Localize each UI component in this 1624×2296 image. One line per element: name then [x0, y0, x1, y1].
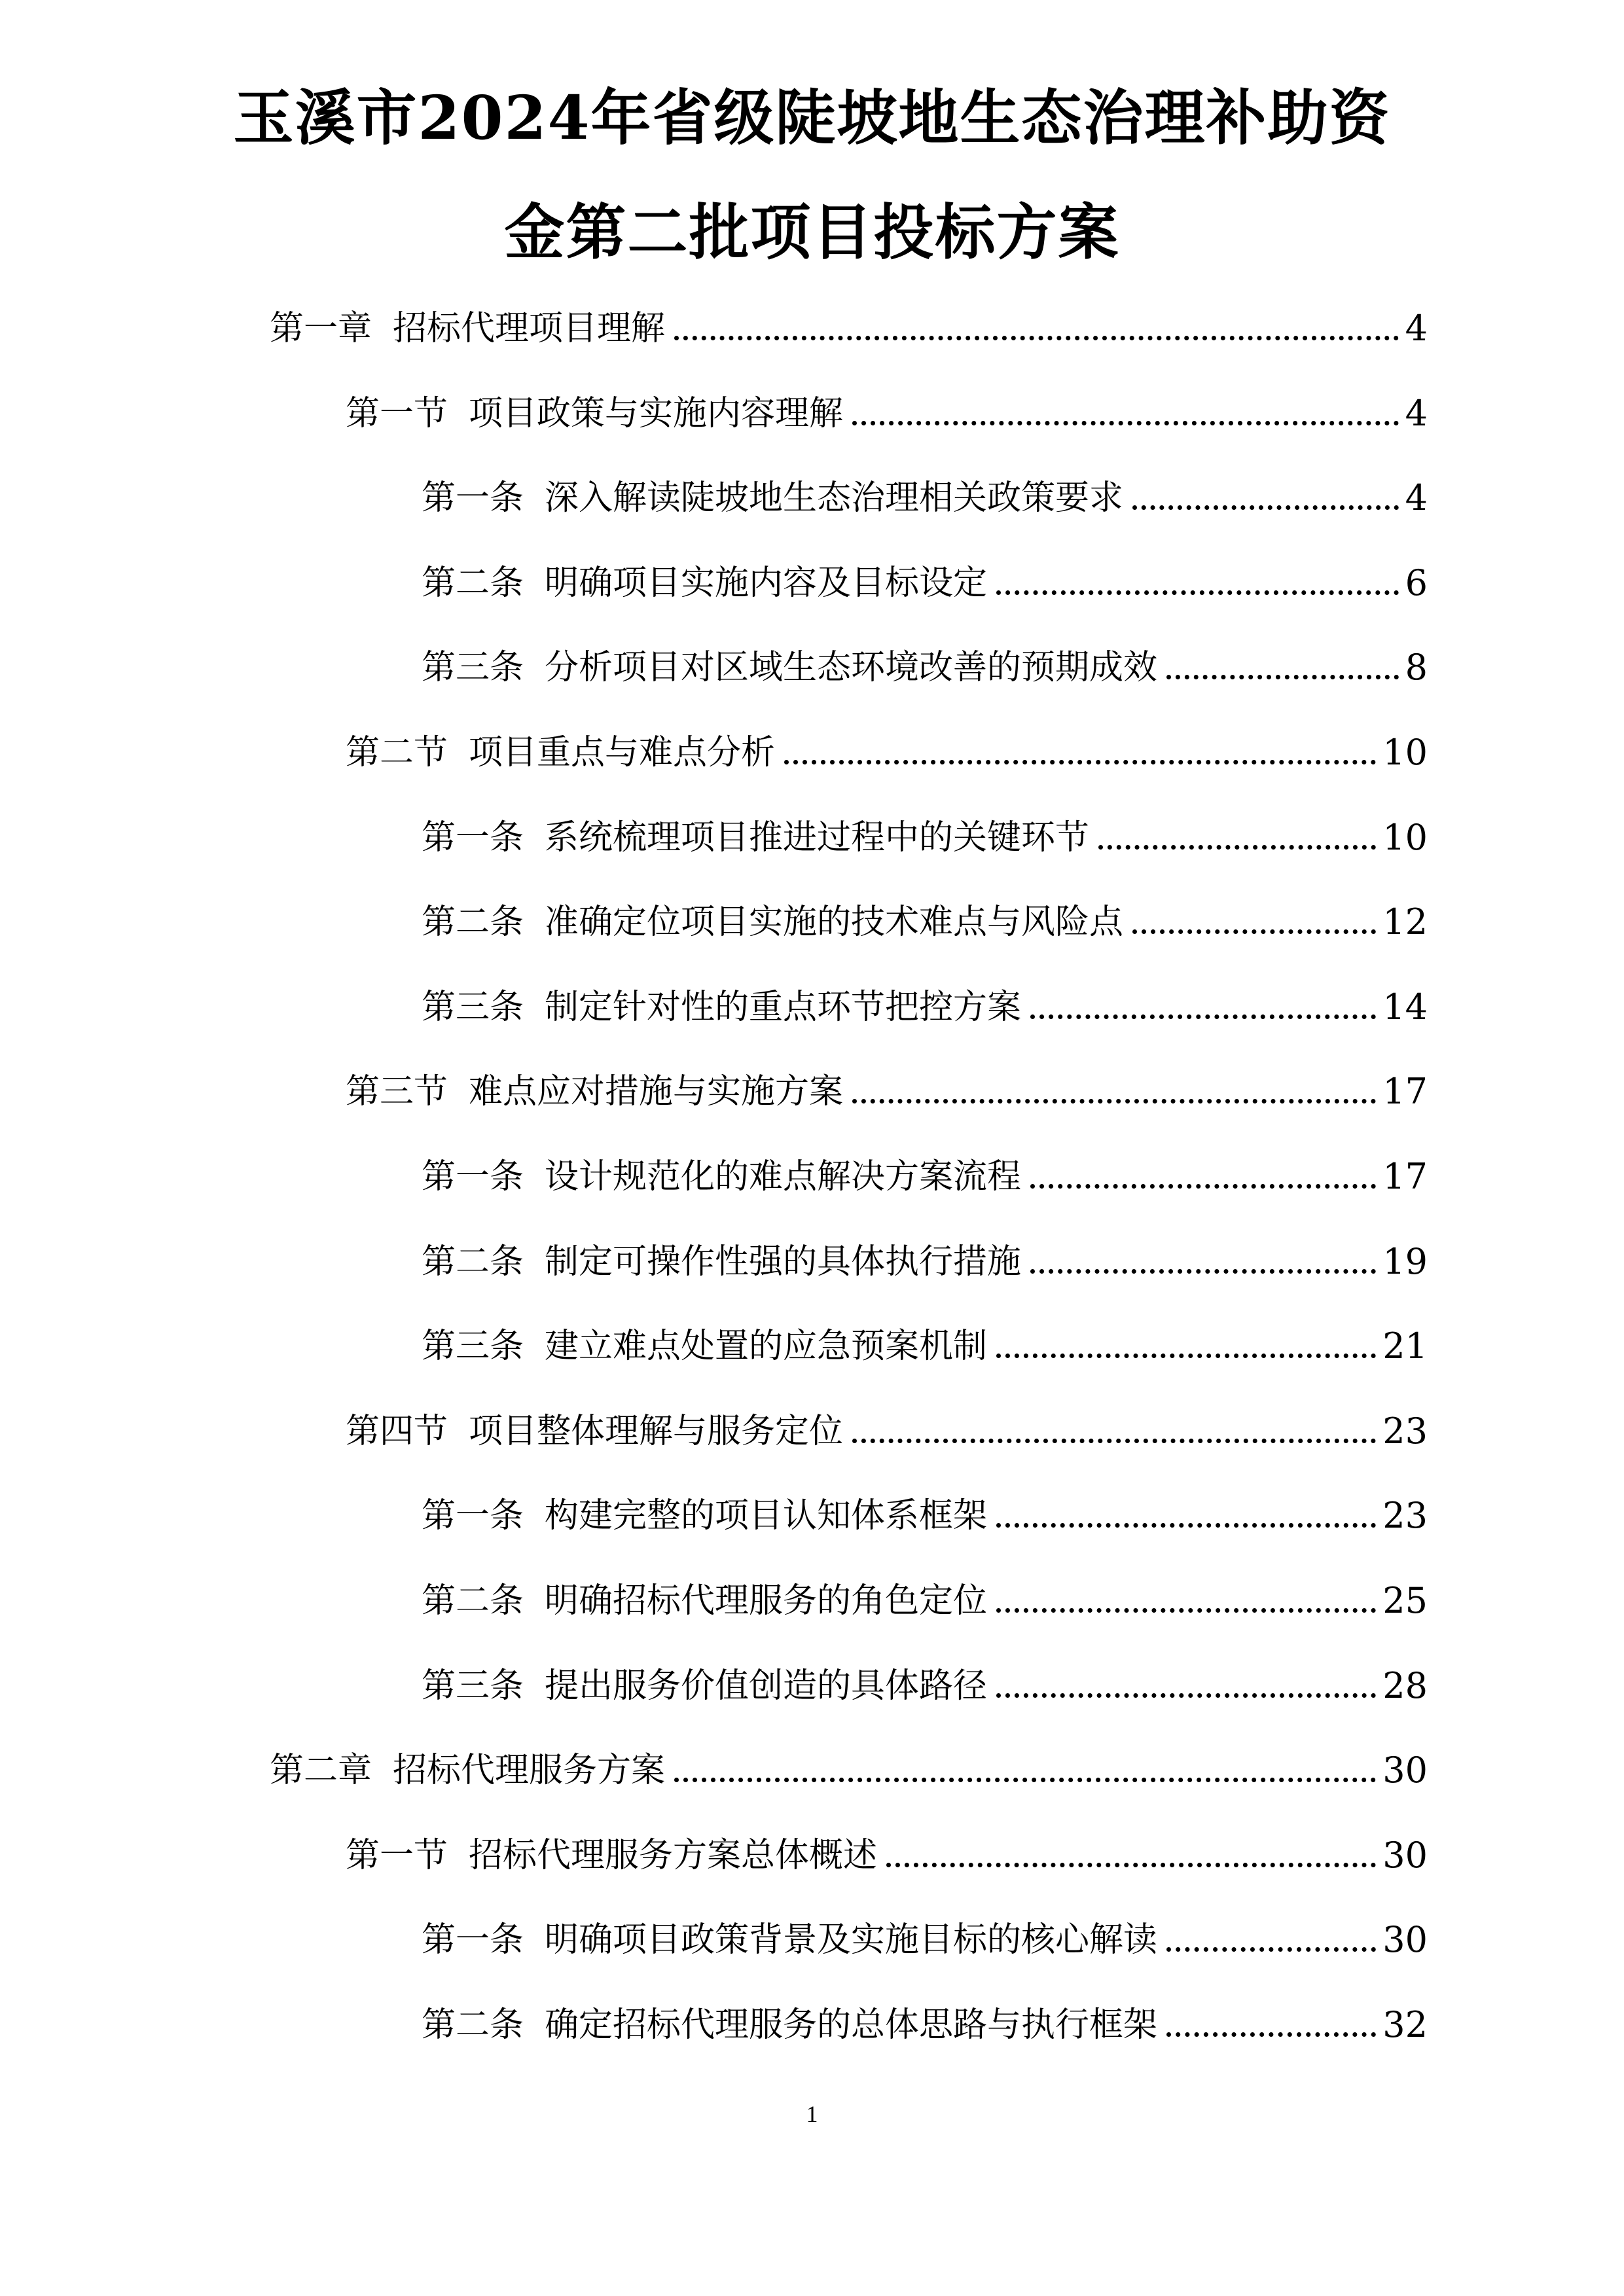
toc-entry-title: 项目整体理解与服务定位 — [469, 1412, 844, 1451]
toc-entry[interactable] — [346, 726, 1428, 779]
toc-dot-leader — [1132, 929, 1376, 934]
toc-entry[interactable] — [346, 1066, 1428, 1118]
toc-entry-page: 12 — [1382, 901, 1428, 942]
toc-entry-title: 招标代理服务方案 — [393, 1751, 666, 1790]
document-title-line-2: 金第二批项目投标方案 — [504, 197, 1120, 268]
toc-entry-title: 明确招标代理服务的角色定位 — [545, 1581, 988, 1621]
toc-entry-title: 项目政策与实施内容理解 — [469, 394, 844, 433]
document-title-line-1: 玉溪市2024年省级陡坡地生态治理补助资 — [233, 82, 1391, 153]
toc-entry-page: 17 — [1382, 1071, 1428, 1112]
toc-entry[interactable] — [422, 1236, 1428, 1288]
toc-dot-leader — [1166, 2032, 1376, 2037]
toc-entry-number: 第三条 — [422, 648, 524, 687]
toc-entry[interactable] — [422, 981, 1428, 1033]
toc-entry[interactable] — [346, 1829, 1428, 1882]
toc-dot-leader — [1166, 675, 1399, 679]
toc-dot-leader — [996, 1523, 1376, 1528]
toc-entry-title: 准确定位项目实施的技术难点与风险点 — [545, 903, 1124, 942]
toc-entry-number: 第一条 — [422, 1157, 524, 1196]
toc-entry-page: 10 — [1382, 817, 1428, 858]
toc-entry[interactable] — [422, 1151, 1428, 1203]
toc-entry[interactable] — [422, 1914, 1428, 1966]
toc-dot-leader — [1030, 1184, 1376, 1189]
toc-entry-page: 30 — [1382, 1749, 1428, 1791]
toc-entry-number: 第一条 — [422, 1920, 524, 1960]
toc-entry-title: 明确项目政策背景及实施目标的核心解读 — [545, 1920, 1158, 1960]
toc-entry-number: 第二条 — [422, 564, 524, 603]
toc-entry-page: 8 — [1405, 647, 1428, 688]
toc-entry-title: 招标代理项目理解 — [393, 309, 666, 348]
toc-entry-title: 分析项目对区域生态环境改善的预期成效 — [545, 648, 1158, 687]
toc-dot-leader — [852, 1099, 1376, 1103]
toc-entry[interactable] — [270, 1744, 1428, 1797]
toc-entry[interactable] — [422, 557, 1428, 609]
toc-dot-leader — [852, 1439, 1376, 1443]
toc-entry[interactable] — [422, 1660, 1428, 1712]
toc-entry-title: 提出服务价值创造的具体路径 — [545, 1666, 988, 1706]
toc-entry-title: 设计规范化的难点解决方案流程 — [545, 1157, 1022, 1196]
toc-entry-number: 第二条 — [422, 1581, 524, 1621]
toc-entry[interactable] — [422, 641, 1428, 694]
toc-entry-title: 系统梳理项目推进过程中的关键环节 — [545, 818, 1090, 857]
toc-dot-leader — [852, 421, 1399, 425]
toc-dot-leader — [996, 590, 1399, 595]
toc-entry-number: 第一条 — [422, 478, 524, 518]
toc-entry-title: 制定可操作性强的具体执行措施 — [545, 1242, 1022, 1282]
toc-entry-page: 10 — [1382, 732, 1428, 773]
toc-entry[interactable] — [422, 1575, 1428, 1627]
toc-entry-number: 第一节 — [346, 1836, 448, 1875]
toc-entry-page: 28 — [1382, 1665, 1428, 1706]
toc-entry-page: 14 — [1382, 986, 1428, 1028]
toc-entry-number: 第三条 — [422, 988, 524, 1027]
toc-entry-title: 构建完整的项目认知体系框架 — [545, 1496, 988, 1535]
toc-entry-page: 25 — [1382, 1580, 1428, 1621]
toc-entry-page: 17 — [1382, 1156, 1428, 1197]
toc-entry-title: 项目重点与难点分析 — [469, 733, 776, 772]
toc-entry-number: 第一节 — [346, 394, 448, 433]
toc-entry-number: 第三节 — [346, 1072, 448, 1111]
toc-dot-leader — [1098, 845, 1376, 850]
toc-entry-page: 30 — [1382, 1835, 1428, 1876]
toc-entry-title: 建立难点处置的应急预案机制 — [545, 1327, 988, 1366]
toc-entry-title: 招标代理服务方案总体概述 — [469, 1836, 878, 1875]
toc-entry-title: 难点应对措施与实施方案 — [469, 1072, 844, 1111]
toc-entry-page: 4 — [1405, 477, 1428, 518]
toc-entry[interactable] — [422, 896, 1428, 948]
toc-entry-page: 4 — [1405, 393, 1428, 434]
toc-entry-page: 23 — [1382, 1495, 1428, 1536]
toc-entry-number: 第二章 — [270, 1751, 372, 1790]
page-number: 1 — [806, 2101, 818, 2127]
toc-entry-number: 第二条 — [422, 903, 524, 942]
toc-entry-number: 第三条 — [422, 1327, 524, 1366]
toc-entry-page: 19 — [1382, 1241, 1428, 1282]
toc-entry-number: 第二节 — [346, 733, 448, 772]
toc-dot-leader — [674, 1778, 1376, 1782]
toc-entry-number: 第四节 — [346, 1412, 448, 1451]
toc-entry[interactable] — [346, 1405, 1428, 1458]
toc-entry[interactable] — [346, 387, 1428, 440]
toc-dot-leader — [674, 336, 1399, 340]
toc-entry-number: 第一条 — [422, 1496, 524, 1535]
toc-entry-title: 制定针对性的重点环节把控方案 — [545, 988, 1022, 1027]
toc-entry-page: 21 — [1382, 1325, 1428, 1367]
toc-dot-leader — [1166, 1947, 1376, 1952]
toc-entry[interactable] — [422, 1999, 1428, 2051]
toc-entry-number: 第一章 — [270, 309, 372, 348]
toc-entry[interactable] — [422, 812, 1428, 864]
toc-entry-number: 第二条 — [422, 2005, 524, 2045]
toc-entry-title: 明确项目实施内容及目标设定 — [545, 564, 988, 603]
toc-entry-page: 6 — [1405, 562, 1428, 603]
toc-entry-page: 4 — [1405, 308, 1428, 349]
toc-entry-number: 第一条 — [422, 818, 524, 857]
toc-dot-leader — [996, 1608, 1376, 1613]
toc-entry-number: 第二条 — [422, 1242, 524, 1282]
toc-dot-leader — [886, 1863, 1376, 1867]
toc-entry-page: 30 — [1382, 1919, 1428, 1960]
toc-dot-leader — [1030, 1014, 1376, 1019]
toc-dot-leader — [1030, 1269, 1376, 1274]
toc-dot-leader — [996, 1354, 1376, 1358]
toc-entry-title: 确定招标代理服务的总体思路与执行框架 — [545, 2005, 1158, 2045]
toc-entry-title: 深入解读陡坡地生态治理相关政策要求 — [545, 478, 1124, 518]
toc-entry-page: 23 — [1382, 1410, 1428, 1452]
toc-entry[interactable] — [422, 1320, 1428, 1372]
toc-entry[interactable] — [270, 302, 1428, 355]
toc-dot-leader — [1132, 505, 1399, 510]
toc-entry[interactable] — [422, 472, 1428, 524]
toc-dot-leader — [996, 1693, 1376, 1698]
toc-entry-page: 32 — [1382, 2004, 1428, 2045]
toc-entry[interactable] — [422, 1490, 1428, 1542]
toc-dot-leader — [784, 760, 1376, 764]
toc-entry-number: 第三条 — [422, 1666, 524, 1706]
